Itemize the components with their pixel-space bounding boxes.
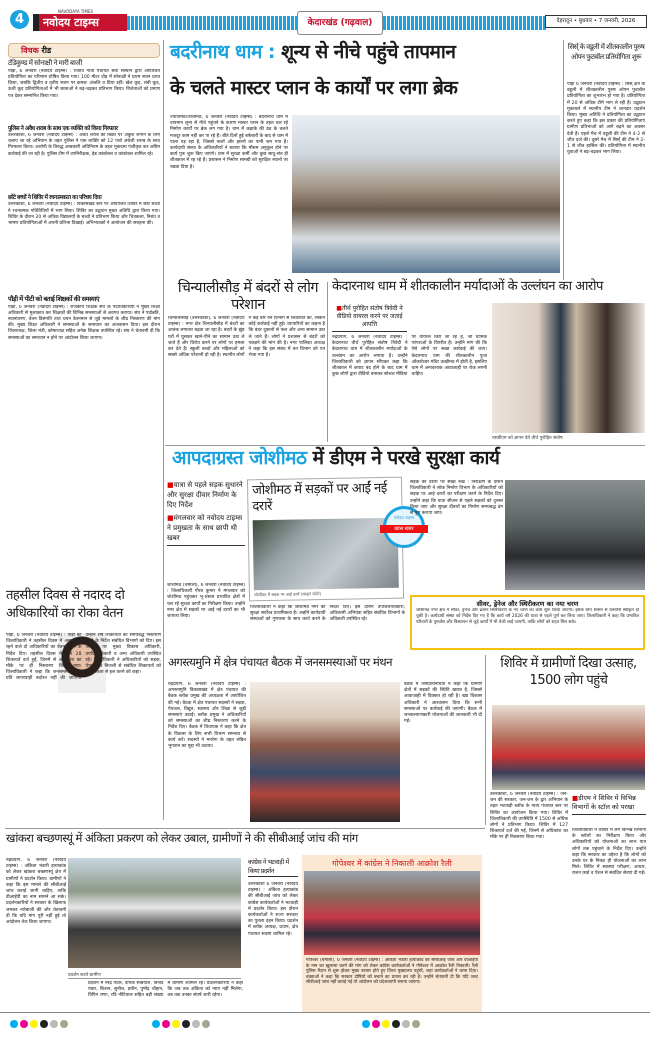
- lead-headline: [170, 42, 565, 63]
- joshimath-body: सड़क की दरारों पर सख्त रुख : निरीक्षण के दौरान जिलाधिकारी ने लोक निर्माण विभाग के अधिकारियों को सड़क पर आई दरारों का परीक्षण करने के निर्देश दिए। उन्होंने कहा कि यात्रा सीजन से पहले सड़कों को दुरुस्त किया जाए और सुरक्षा दीवारों का निर्माण समयबद्ध ढंग से पूरा कराया जाए।: [410, 480, 503, 517]
- registration-marks: [10, 1020, 68, 1028]
- ankita-headline: खांकरा बच्छणस्यूं में अंकिता प्रकरण को लेकर उबाल, ग्रामीणों ने की सीबीआई जांच की मांग: [6, 831, 358, 845]
- lead-headline-line2: के चलते मास्टर प्लान के कार्यों पर लगा ब्रेक: [170, 77, 458, 99]
- dateline: देहरादून • बुधवार • 7 जनवरी, 2026: [545, 15, 647, 28]
- road-crack-photo: [253, 518, 399, 591]
- briefs-box-header: [8, 43, 160, 58]
- bullet-item: ■यात्रा से पहले सड़क सुधारने और सुरक्षा दीवार निर्माण के दिए निर्देश: [167, 481, 243, 509]
- monkey-headline: चिन्यालीसौड़ में बंदरों से लोग परेशान: [177, 280, 319, 313]
- protest-photo: [68, 858, 241, 968]
- dm-inspection-photo: [505, 480, 645, 590]
- brief-body: उत्तरकाशी, 6 जनवरी (नवोदय टाइम्स) : विकासखंड स्तर पर आयोजित शिविर में छोटे बच्चों ने रचनात्मक गतिविधियों में भाग लिया। शिविर का उद्घाटन मुख्य अतिथि द्वारा किया गया। शिविर के दौरान 20 से अधिक विद्यालयों के बच्चों ने प्रतिभाग किया और चित्रकला, निबंध व भाषण प्रतियोगिताओं में अपनी प्रतिभा दिखाई। अभिभावकों ने आयोजन की सराहना की।: [8, 202, 160, 227]
- inset-headline: जोशीमठ में सड़कों पर आईं नई दरारें: [252, 480, 387, 515]
- kedarnath-subhead-text: तीर्थ पुरोहित संतोष त्रिवेदी ने वीडियो वायरल करने पर जताई आपत्ति: [336, 305, 403, 328]
- joshimath-body: जिलाधिकारी ने कहा कि जोशीमठ नगर की सुरक्षा सर्वोच्च प्राथमिकता है। उन्होंने कार्यदायी संस्थाओं को गुणवत्ता के साथ कार्य करने के निर्देश दिए। इस दौरान उपजिलाधिकारी, अधिशासी अभियंता सहित संबंधित विभागों के अधिकारी उपस्थित रहे।: [250, 605, 405, 623]
- briefs-title-red: विचक: [21, 46, 39, 55]
- brief-body: पौड़ी, 6 जनवरी (नवोदय टाइम्स) : राजकीय शिक्षक संघ के पदाधिकारियों ने मुख्य शिक्षा अधिकारी से मुलाकात कर शिक्षकों की विभिन्न समस्याओं से अवगत कराया। संघ ने पदोन्नति, स्थानांतरण, वेतन विसंगति तथा चयन वेतनमान से जुड़े मामलों के शीघ्र निस्तारण की मांग की। मुख्य शिक्षा अधिकारी ने समस्याओं के समाधान का आश्वासन दिया। इस दौरान जिलाध्यक्ष, जिला मंत्री, कोषाध्यक्ष सहित अनेक शिक्षक उपस्थित रहे। संघ ने चेतावनी दी कि समस्याओं का समाधान न होने पर आंदोलन किया जाएगा।: [8, 304, 160, 341]
- agastyamuni-headline: अगस्त्यमुनि में क्षेत्र पंचायत बैठक में जनसमस्याओं पर मंथन: [168, 655, 392, 669]
- ankita-body: रुद्रप्रयाग, 6 जनवरी (नवोदय टाइम्स) : अंकिता भंडारी हत्याकांड को लेकर खांकरा बच्छणस्यूं क्षेत्र में ग्रामीणों ने प्रदर्शन किया। ग्रामीणों ने कहा कि इस मामले की सीबीआई जांच कराई जानी चाहिए, ताकि वीआईपी का नाम सामने आ सके। प्रदर्शनकारियों ने सरकार के खिलाफ जमकर नारेबाजी की और चेतावनी दी कि यदि मांग पूरी नहीं हुई तो आंदोलन तेज किया जाएगा।: [6, 858, 66, 926]
- joshimath-body: जोशीमठ (चमोली), 6 जनवरी (नवोदय टाइम्स) : जिलाधिकारी गौरव कुमार ने मंगलवार को जोशीमठ पहुंचकर भू-धंसाव प्रभावित क्षेत्रों में चल रहे सुरक्षा कार्यों का निरीक्षण किया। उन्होंने नगर क्षेत्र में सड़कों पर आई नई दरारों का भी जायजा लिया।: [167, 583, 245, 620]
- bullet-item: ■मंगलवार को नवोदय टाइम्स ने प्रमुखता के साथ छापी थी खबर: [167, 513, 245, 546]
- shivir-body: जिलाधिकारी ने शिविर में लगे विभिन्न विभागों के स्टॉलों का निरीक्षण किया और अधिकारियों को योजनाओं का लाभ पात्र लोगों तक पहुंचाने के निर्देश दिए। उन्होंने कहा कि सरकार का उद्देश्य है कि लोगों को उनके घर के निकट ही योजनाओं का लाभ मिले। शिविर में स्वास्थ्य परीक्षण, आधार, राशन कार्ड व पेंशन से संबंधित सेवाएं दी गईं।: [572, 828, 646, 877]
- gopeshwar-box: [302, 855, 482, 1013]
- kedarnath-photo: [492, 303, 645, 433]
- agastyamuni-body: रुद्रप्रयाग, 6 जनवरी (नवोदय टाइम्स) : अगस्त्यमुनि विकासखंड में क्षेत्र पंचायत की बैठक ब्लॉक प्रमुख की अध्यक्षता में आयोजित की गई। बैठक में क्षेत्र पंचायत सदस्यों ने सड़क, पेयजल, विद्युत, स्वास्थ्य और शिक्षा से जुड़ी समस्याएं उठाईं। ब्लॉक प्रमुख ने अधिकारियों को समस्याओं का शीघ्र निस्तारण करने के निर्देश दिए। बैठक में विधायक ने कहा कि क्षेत्र के विकास के लिए सभी विभाग समन्वय से कार्य करें। सदस्यों ने मनरेगा के तहत लंबित भुगतान का मुद्दा भी उठाया।: [168, 682, 246, 750]
- brief-body: पौड़ी, 6 जनवरी (नवोदय टाइम्स) : राजीव गांधी पंचायत सेवा संस्थान द्वारा आयोजित प्रतियोगिता का परिणाम घोषित किया गया। 100 मीटर दौड़ में सोनाक्षी ने प्रथम स्थान प्राप्त किया, जबकि द्वितीय व तृतीय स्थान पर क्रमशः अंजलि व प्रिया रहीं। खेल कूद, लंबी कूद, ऊंची कूद प्रतियोगिताओं में भी छात्राओं ने बढ़-चढ़कर प्रतिभाग किया। विजेताओं को प्रमाण पत्र देकर सम्मानित किया गया।: [8, 68, 160, 99]
- brief-headline: छोटे बच्चों ने शिविर में रचनात्मकता का परिचय दिया: [8, 195, 102, 202]
- lead-headline-blue: बदरीनाथ धाम :: [170, 41, 276, 63]
- tehsil-body: पौड़ी, 6 जनवरी (नवोदय टाइम्स) : पौड़ी की जिलाधिकारी ने तहसील दिवस में अनुपस्थित रहने वाले दो अधिकारियों का वेतन रोकने के निर्देश दिए। तहसील दिवस में कुल 28 शिकायतें दर्ज हुईं, जिनमें से अधिकांश का मौके पर ही निस्तारण किया गया। जिलाधिकारी ने कहा कि जनसमस्याओं के प्रति लापरवाही बर्दाश्त नहीं की जाएगी। उन्होंने शेष शिकायतों का समयबद्ध निस्तारण करने के निर्देश संबंधित विभागों को दिए। इस अवसर पर मुख्य विकास अधिकारी, उपजिलाधिकारी व अन्य अधिकारी उपस्थित रहे। जिलाधिकारी ने अधिकारियों को सड़क, पेयजल व बिजली से संबंधित शिकायतों को प्राथमिकता से हल करने को कहा।: [6, 633, 161, 682]
- monkey-body: चिन्यालीसौड़ (उत्तरकाशी), 6 जनवरी (नवोदय टाइम्स) : नगर क्षेत्र चिन्यालीसौड़ में बंदरों का आतंक लगातार बढ़ता जा रहा है। बंदरों के झुंड घरों में घुसकर खाने-पीने का सामान उठा ले जाते हैं और विरोध करने पर लोगों पर हमला कर देते हैं। स्कूली बच्चों और महिलाओं को सबसे अधिक परेशानी हो रही है। स्थानीय लोगों ने कई बार वन विभाग से शिकायत की, लेकिन कोई कार्रवाई नहीं हुई। व्यापारियों का कहना है कि बंदर दुकानों से फल और अन्य सामान उठा ले जाते हैं। लोगों ने प्रशासन से बंदरों को पकड़ने की मांग की है। नगर पालिका अध्यक्ष ने कहा कि इस संबंध में वन विभाग को पत्र भेजा गया है।: [168, 316, 325, 359]
- meeting-photo: [250, 682, 400, 822]
- logo: नवोदय टाइम्स: [33, 14, 127, 31]
- brief-headline: टंडिकुण्ड में सोनाक्षी ने मारी बाजी: [8, 59, 82, 67]
- page-number-badge: 4: [10, 10, 29, 29]
- rally-photo: [304, 871, 480, 955]
- inset-caption: जोशीमठ में सड़क पर आई दरारें (फाइल फोटो): [253, 591, 322, 598]
- agastyamuni-body: बैठक में जनप्रतिनिधियों ने कहा कि ग्रामीण क्षेत्रों में सड़कों की स्थिति खराब है, जिससे आवाजाही में दिक्कत हो रही है। खंड विकास अधिकारी ने आश्वासन दिया कि सभी समस्याओं पर कार्रवाई की जाएगी। बैठक में जनकल्याणकारी योजनाओं की जानकारी भी दी गई।: [404, 682, 482, 725]
- brief-headline: पुलिस ने अवैध शराब के साथ एक व्यक्ति को किया गिरफ्तार: [8, 125, 118, 132]
- shivir-body: उत्तरकाशी, 6 जनवरी (नवोदय टाइम्स) : जन-जन की सरकार, जन-जन के द्वार अभियान के तहत भटवाड़ी ब्लॉक के न्याय पंचायत स्तर पर शिविर का आयोजन किया गया। शिविर में जिलाधिकारी की उपस्थिति में 1500 से अधिक लोगों ने प्रतिभाग किया। शिविर में 127 शिकायतें दर्ज की गईं, जिनमें से अधिकांश का मौके पर ही निस्तारण किया गया।: [490, 792, 568, 841]
- sewer-box-title: सीवर, ड्रेनेज और स्थिरीकरण का नया चरण: [476, 600, 579, 608]
- football-headline: सिर्स् के वडूली में शीतकालीन पुरुष ओपन फुटबॉल प्रतियोगिता शुरू: [567, 43, 645, 61]
- bhatwari-headline: कांग्रेस ने भटवाड़ी में किया प्रदर्शन: [248, 858, 298, 877]
- sewer-box: [410, 595, 645, 650]
- shivir-headline: शिविर में ग्रामीणों दिखा उत्साह, 1500 लोग पहुंचे: [500, 656, 637, 688]
- registration-marks: [362, 1020, 420, 1028]
- joshimath-headline: [172, 448, 647, 469]
- sewer-box-body: जोशीमठ नगर क्षेत्र में सीवर, ड्रेनेज और ढलान स्थिरीकरण के नए चरण का कार्य शुरू किया जाएगा। इसके लिए शासन से धनराशि स्वीकृत हो चुकी है। कार्यदायी संस्था को निर्देश दिए गए हैं कि कार्य वर्ष 2026 की यात्रा से पहले पूर्ण कर लिया जाए। जिलाधिकारी ने कहा कि प्रभावित परिवारों के पुनर्वास और विस्थापन से जुड़े कार्यों में भी तेजी लाई जाएगी, ताकि लोगों को राहत मिल सके।: [416, 608, 639, 625]
- bhatwari-body: उत्तरकाशी 6 जनवरी (नवोदय टाइम्स) : अंकिता हत्याकांड की सीबीआई जांच को लेकर कांग्रेस कार्यकर्ताओं ने भटवाड़ी में प्रदर्शन किया। इस दौरान कार्यकर्ताओं ने राज्य सरकार का पुतला दहन किया। प्रदर्शन में ब्लॉक अध्यक्ष, प्रधान, क्षेत्र पंचायत सदस्य शामिल रहे।: [248, 882, 298, 937]
- registration-marks: [152, 1020, 210, 1028]
- joshimath-inset: [247, 477, 404, 602]
- gopeshwar-body: गोपेश्वर (चमोली), 6 जनवरी (नवोदय टाइम्स) : अंकिता भंडारी हत्याकांड की सीबीआई जांच और वीआईपी के नाम का खुलासा करने की मांग को लेकर कांग्रेस कार्यकर्ताओं ने गोपेश्वर में आक्रोश रैली निकाली। रैली पुलिस मैदान से शुरू होकर मुख्य बाजार होते हुए जिला मुख्यालय पहुंची, जहां कार्यकर्ताओं ने धरना दिया। वक्ताओं ने कहा कि सरकार दोषियों को बचाने का प्रयास कर रही है। उन्होंने चेतावनी दी कि यदि जल्द सीबीआई जांच नहीं कराई गई तो आंदोलन को प्रदेशव्यापी बनाया जाएगा।: [306, 958, 478, 986]
- shivir-bullet: ■डीएम ने शिविर में विभिन्न विभागों के स्टॉल को परखा: [572, 794, 646, 815]
- joshimath-headline-blue: आपदाग्रस्त जोशीमठ: [172, 447, 307, 469]
- kedarnath-headline: केदारनाथ धाम में शीतकालीन मर्यादाओं के उल्लंघन का आरोप: [332, 279, 603, 294]
- protest-photo-caption: प्रदर्शन करते ग्रामीण: [68, 973, 101, 978]
- stamp-label: खास खबर: [380, 525, 428, 533]
- section-tab: केदारखंड (गढ़वाल): [297, 11, 383, 35]
- tehsil-headline: तहसील दिवस से नदारद दो अधिकारियों का रोका वेतन: [6, 588, 125, 621]
- logo-small: NAVODAYA TIMES: [58, 9, 94, 14]
- stamp-top-text: नवोदय टाइम्स: [393, 515, 415, 520]
- kedarnath-photo-caption: एसडीएम को ज्ञापन देते तीर्थ पुरोहित संतोष: [492, 436, 563, 441]
- brief-headline: पौड़ी में पीटी को बताई शिक्षकों की समस्याएं: [8, 295, 100, 304]
- gopeshwar-headline: गोपेश्वर में कांग्रेस ने निकाली आक्रोश रैली: [332, 859, 452, 868]
- kedarnath-body: रुद्रप्रयाग, 6 जनवरी (नवोदय टाइम्स) : केदारनाथ तीर्थ पुरोहित संतोष त्रिवेदी ने केदारनाथ धाम में शीतकालीन मर्यादाओं के उल्लंघन का आरोप लगाया है। उन्होंने जिलाधिकारी को ज्ञापन सौंपकर कहा कि शीतकाल में कपाट बंद होने के बाद धाम में कुछ लोगों द्वारा वीडियो बनाकर सोशल मीडिया पर वायरल किए जा रहे हैं, जो धार्मिक परंपराओं के विपरीत है। उन्होंने मांग की कि ऐसे लोगों पर सख्त कार्रवाई की जाए। केदारनाथ धाम की शीतकालीन पूजा ओंकारेश्वर मंदिर ऊखीमठ में होती है, इसलिए धाम में अनावश्यक आवाजाही पर रोक लगनी चाहिए।: [332, 335, 487, 378]
- badrinath-photo: [292, 115, 560, 273]
- football-body: पौड़ी 6 जनवरी (नवोदय टाइम्स) : सिर्स् क्षेत्र के वडूली में शीतकालीन पुरुष ओपन फुटबॉल प्रतियोगिता का शुभारंभ हो गया है। प्रतियोगिता में 20 से अधिक टीमें भाग ले रही हैं। उद्घाटन मुकाबले में स्थानीय टीम ने शानदार प्रदर्शन किया। मुख्य अतिथि ने प्रतियोगिता का उद्घाटन करते हुए कहा कि इस प्रकार की प्रतियोगिताएं ग्रामीण प्रतिभाओं को आगे बढ़ने का अवसर देती हैं। पहले मैच में वडूली की टीम ने 4-2 से जीत दर्ज की। दूसरे मैच में सिर्स् की टीम ने 2-1 से जीत हासिल की। प्रतियोगिता में स्थानीय युवाओं ने बढ़-चढ़कर भाग लिया।: [567, 82, 645, 156]
- joshimath-headline-black: में डीएम ने परखे सुरक्षा कार्य: [312, 447, 500, 469]
- joshimath-bullets: [167, 480, 245, 546]
- briefs-title: रीड: [41, 46, 52, 55]
- brief-body: उत्तरकाशी, 6 जनवरी (नवोदय टाइम्स) : अवैध शराब की बिक्री पर अंकुश लगाने के लिए चलाए जा रहे अभियान के तहत पुलिस ने एक व्यक्ति को 12 पव्वे अंग्रेजी शराब के साथ गिरफ्तार किया। आरोपी के विरुद्ध आबकारी अधिनियम के तहत मुकदमा पंजीकृत कर अग्रिम कार्रवाई की जा रही है। पुलिस टीम में उपनिरीक्षक, हेड कांस्टेबल व कांस्टेबल शामिल रहे।: [8, 133, 160, 157]
- lead-headline-black: शून्य से नीचे पहुंचे तापमान: [281, 41, 456, 63]
- ankita-body: प्रदर्शन में नरेंद्र पंवार, दीपक सोबयाल, विनोद पंवार, किशन, सुनील, प्रवीन, पुष्पेंद्र चौहान, विपिन राणा, रवि नौटियाल सहित बड़ी संख्या में ग्रामीण शामिल रहे। प्रदर्शनकारियों ने कहा कि जब तक अंकिता को न्याय नहीं मिलेगा, तब तक उनका संघर्ष जारी रहेगा।: [88, 981, 243, 999]
- lead-body: ज्योतिर्मठ/जोशीमठ, 6 जनवरी (नवोदय टाइम्स) : बदरीनाथ धाम में तापमान शून्य से नीचे पहुंचने के कारण मास्टर प्लान के तहत चल रहे निर्माण कार्यों पर ब्रेक लग गया है। धाम में कड़ाके की ठंड के चलते मजदूर काम नहीं कर पा रहे हैं। बीते दिनों हुई बर्फबारी के बाद से धाम में पाला पड़ रहा है, जिससे नालों और झरनों का पानी जम गया है। कार्यदायी संस्था के अधिकारियों ने बताया कि मौसम अनुकूल होने पर कार्य पुनः शुरू किए जाएंगे। धाम में सुरक्षा कर्मी और कुछ साधु-संत ही शीतकाल में रह रहे हैं। प्रशासन ने निर्माण सामग्री को सुरक्षित स्थानों पर रखवा दिया है।: [170, 115, 288, 170]
- camp-photo: [492, 705, 645, 790]
- kedarnath-subhead: ■तीर्थ पुरोहित संतोष त्रिवेदी ने वीडियो वायरल करने पर जताई आपत्ति: [332, 305, 407, 332]
